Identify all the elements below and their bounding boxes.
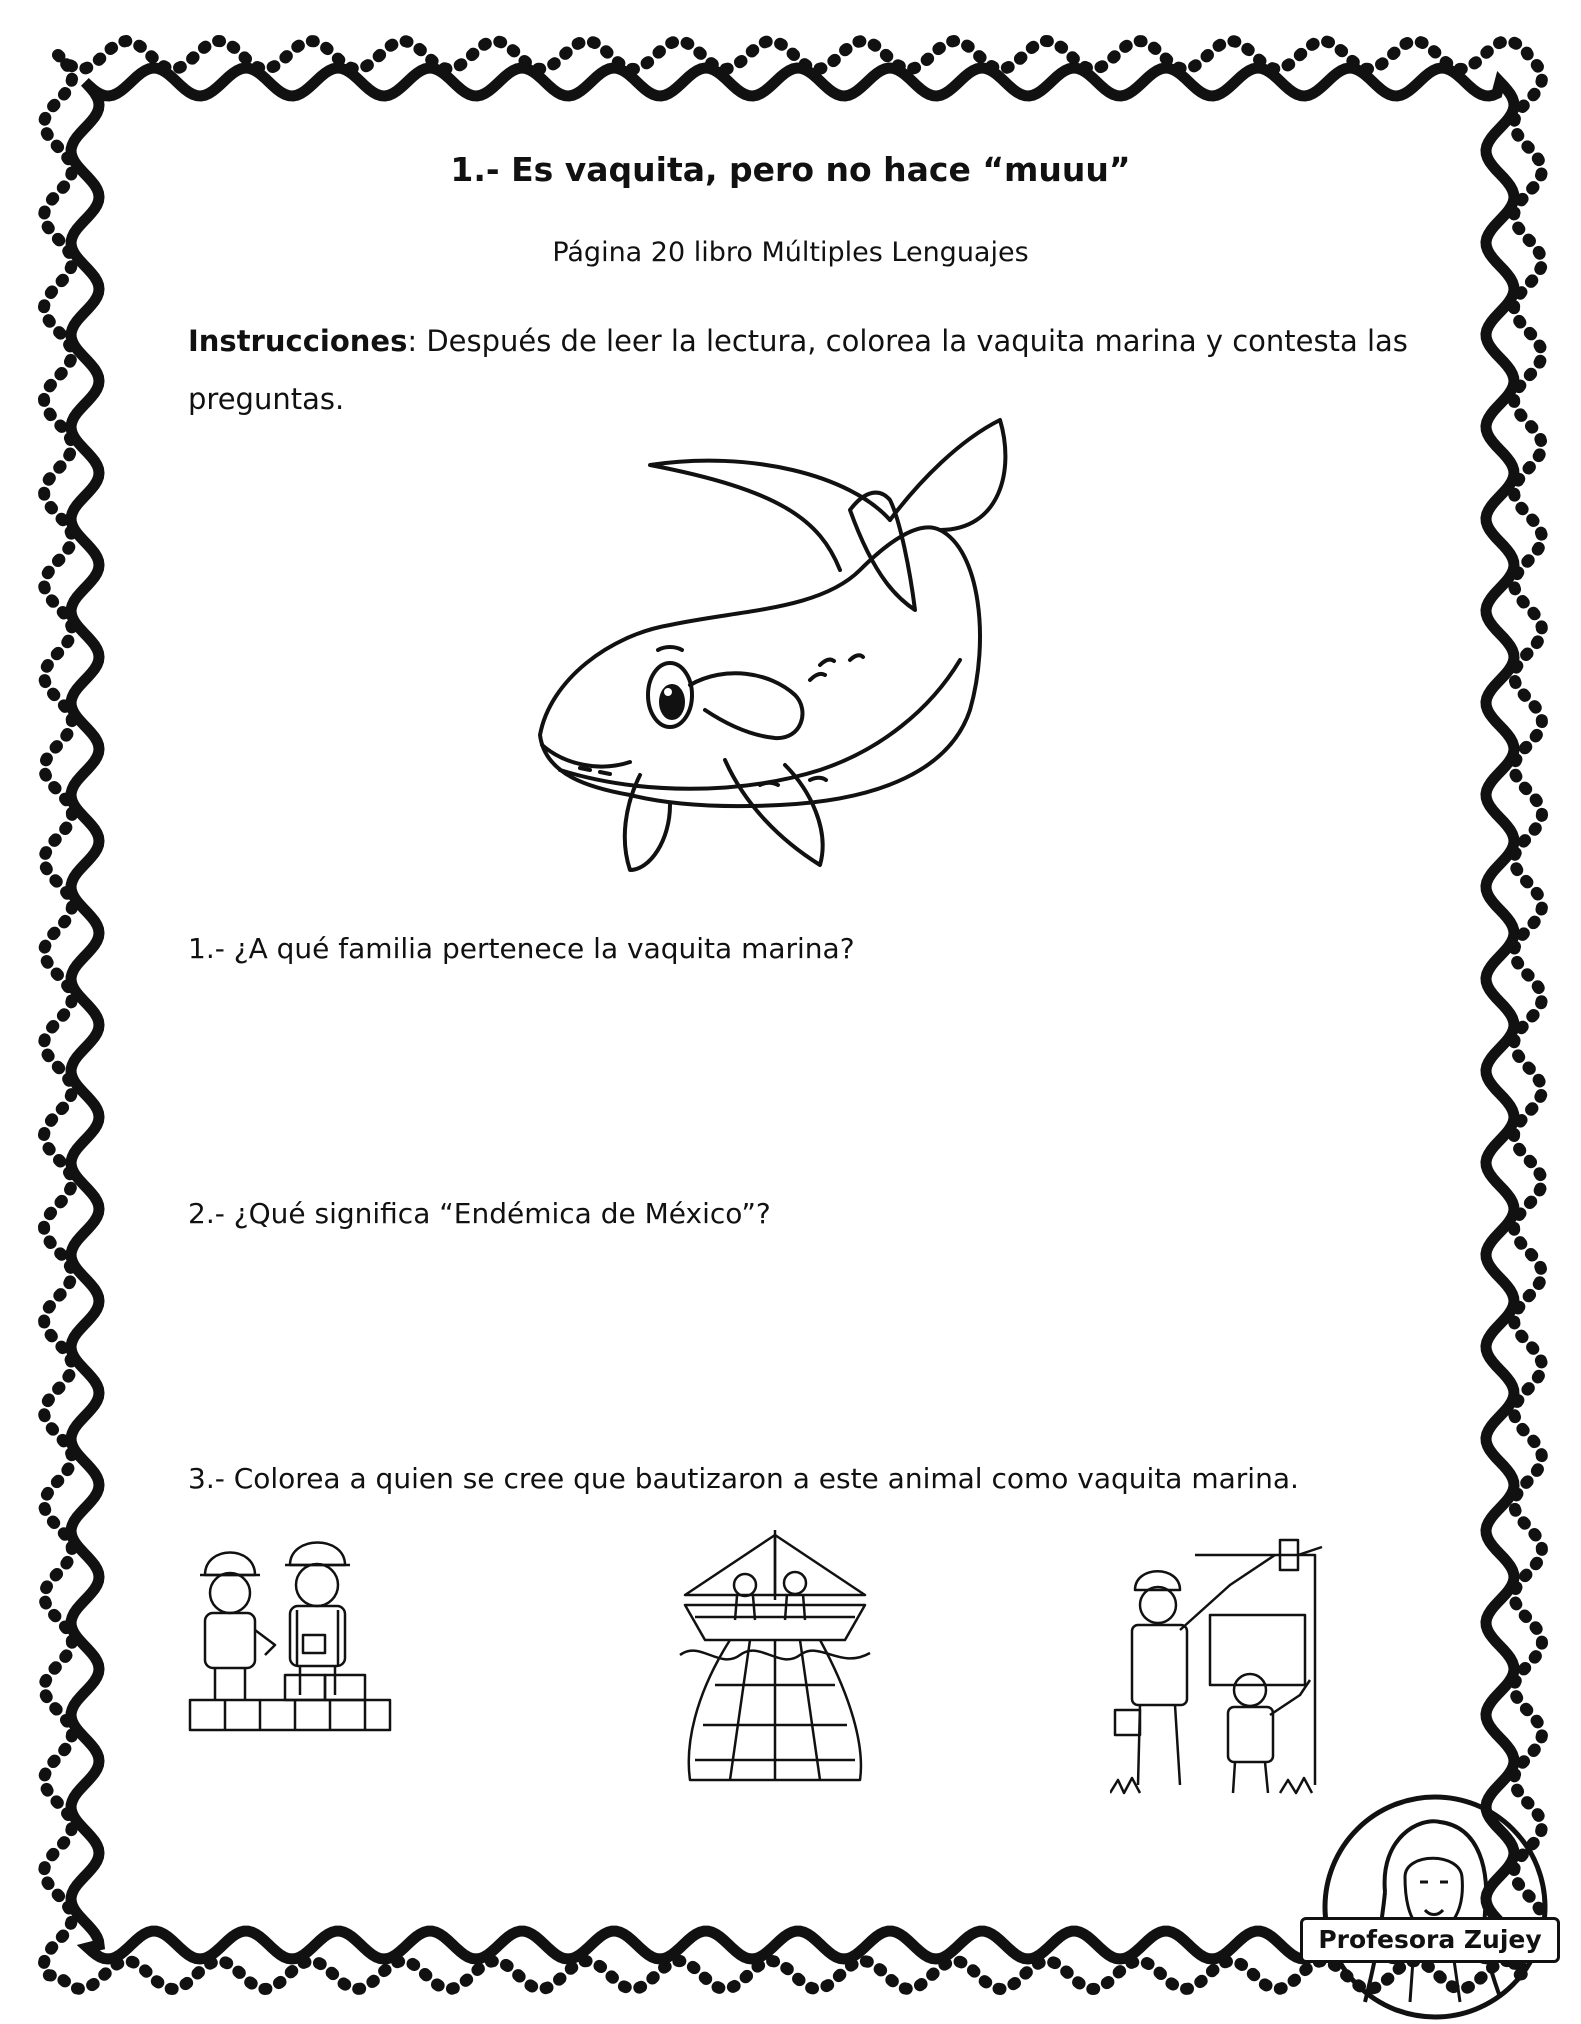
question-3: 3.- Colorea a quien se cree que bautizaron a este animal como vaquita marina. <box>188 1462 1299 1495</box>
vaquita-illustration <box>520 410 1080 930</box>
question-2: 2.- ¿Qué significa “Endémica de México”? <box>188 1197 771 1230</box>
question-1: 1.- ¿A qué familia pertenece la vaquita marina? <box>188 932 855 965</box>
worksheet-subtitle: Página 20 libro Múltiples Lenguajes <box>552 237 1029 268</box>
fishermen-illustration[interactable] <box>675 1525 875 1790</box>
logo-label: Profesora Zujey <box>1300 1917 1560 1963</box>
worksheet-title: 1.- Es vaquita, pero no hace “muuu” <box>450 150 1131 189</box>
painters-illustration[interactable] <box>1110 1535 1325 1800</box>
instructions-label: Instrucciones <box>188 324 408 358</box>
builders-illustration[interactable] <box>185 1535 400 1735</box>
instructions-text: : Después de leer la lectura, colorea la vaquita marina y contesta las preguntas. <box>188 324 1408 416</box>
profesora-logo <box>1310 1782 1560 2022</box>
